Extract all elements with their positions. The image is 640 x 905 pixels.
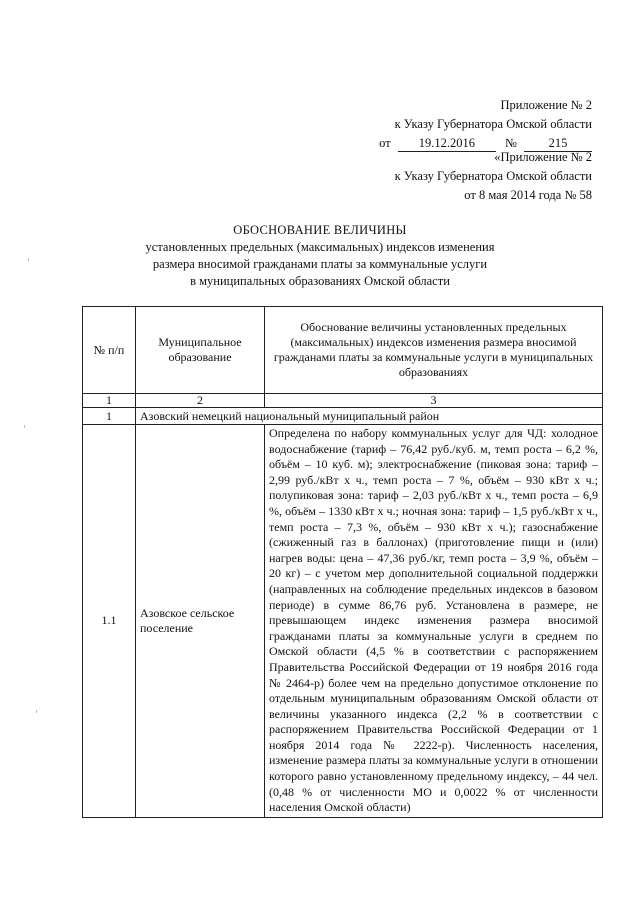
row-num: 1.1 <box>83 425 136 818</box>
table-header-row <box>83 307 603 394</box>
from-label: от <box>379 136 391 150</box>
number-label: № <box>504 136 517 150</box>
region-row <box>83 408 603 425</box>
header-municipality: Муниципальное образование <box>136 307 265 394</box>
title-line-3: размера вносимой гражданами платы за коммунальные услуги <box>152 257 488 271</box>
row-justification: Определена по набору коммунальных услуг для ЧД: холодное водоснабжение (тариф – 76,42 руб./куб. м, темп роста – 6,2 %, объём – 10 куб. м); электроснабжение (пиковая зона: тариф – 2,99 руб./кВт х ч., темп роста – 7 %, объём – 930 кВт х ч.; полупиковая зона: тариф – 2,03 руб./кВт х ч., темп роста – 6,9 %, объём – 1330 кВт х ч.; ночная зона: тариф – 1,5 руб./кВт х ч., темп роста – 7,3 %, объём – 930 кВт х ч.); газоснабжение (сжиженный газ в баллонах) (приготовление пищи и (или) нагрев воды: цена – 47,36 руб./кг, темп роста – 3,9 %, объём – 20 кг) – с учетом мер дополнительной социальной поддержки (направленных на соблюдение предельных индексов в базовом периоде) в сумме 86,76 руб. Установлена в размере, не превышающем индекс изменения размера вносимой гражданами платы за коммунальные услуги в среднем по Омской области (4,5 % в соответствии с распоряжением Правительства Российской Федерации от 19 ноября 2016 года № 2464-р) более чем на предельно допустимое отклонение по отдельным муниципальным образованиям Омской области от величины указанного индекса (2,2 % в соответствии с распоряжением Правительства Российской Федерации от 1 ноября 2014 года № 2222-р). Численность населения, изменение размера платы за коммунальные услуги в отношении которого равно установленному предельному индексу, – 44 чел. (0,48 % от численности МО и 0,0022 % от численности населения Омской области) <box>265 425 603 818</box>
scan-mark <box>28 258 29 261</box>
decree-number: 215 <box>524 136 592 152</box>
column-number-row <box>83 394 603 408</box>
scan-mark <box>36 710 37 713</box>
header-justification: Обоснование величины установленных предельных (максимальных) индексов изменения размера вносимой гражданами платы за коммунальные услуги в муниципальных образованиях <box>265 307 603 394</box>
justification-table <box>82 306 603 818</box>
title-line-4: в муниципальных образованиях Омской области <box>190 274 450 288</box>
document-title <box>100 222 540 290</box>
title-line-2: установленных предельных (максимальных) индексов изменения <box>145 240 495 254</box>
row-municipality: Азовское сельское поселение <box>136 425 265 818</box>
appendix-label: Приложение № 2 <box>500 98 592 112</box>
decree-date: 19.12.2016 <box>398 136 496 152</box>
original-decree-reference: к Указу Губернатора Омской области <box>394 169 592 183</box>
column-number: 3 <box>265 394 603 408</box>
title-main: ОБОСНОВАНИЕ ВЕЛИЧИНЫ <box>233 223 407 237</box>
region-num: 1 <box>83 408 136 425</box>
original-appendix-header <box>395 148 592 205</box>
original-appendix-label: «Приложение № 2 <box>494 150 592 164</box>
region-name: Азовский немецкий национальный муниципальный район <box>136 408 603 425</box>
scan-mark <box>24 425 25 428</box>
header-num: № п/п <box>83 307 136 394</box>
appendix-header <box>379 96 592 153</box>
decree-reference: к Указу Губернатора Омской области <box>394 117 592 131</box>
column-number: 1 <box>83 394 136 408</box>
column-number: 2 <box>136 394 265 408</box>
original-decree-date: от 8 мая 2014 года № 58 <box>464 188 592 202</box>
table-row <box>83 425 603 818</box>
